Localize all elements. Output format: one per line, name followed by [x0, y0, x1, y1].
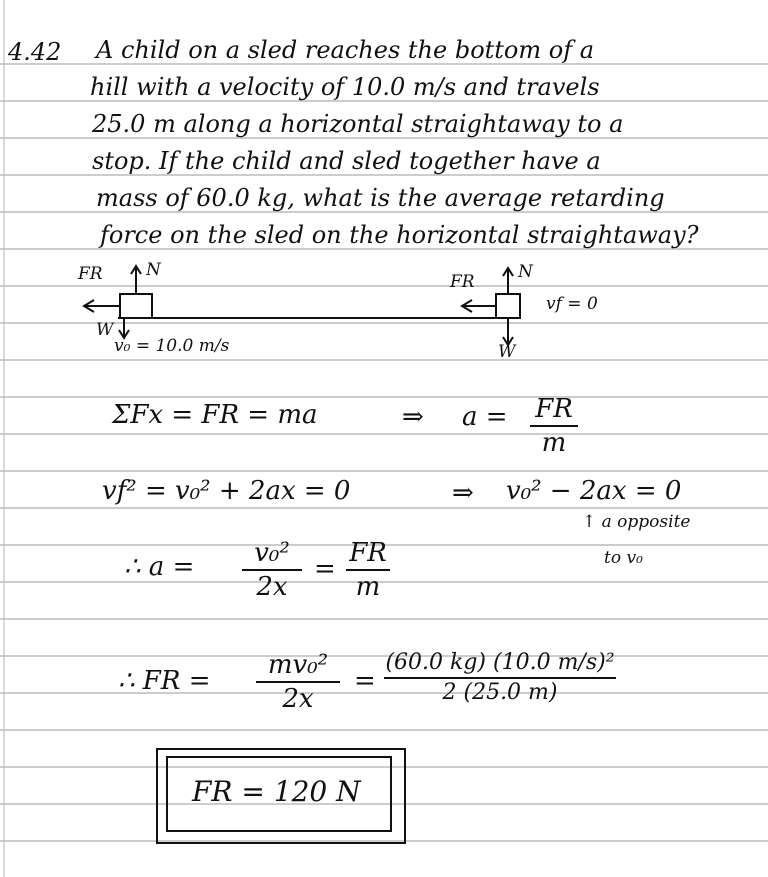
acceleration-expression: a = — [462, 402, 508, 432]
left-normal-label: N — [146, 260, 161, 280]
acceleration-fraction-top: FR — [535, 394, 573, 424]
problem-line-1: A child on a sled reaches the bottom of a — [96, 36, 595, 64]
equals-sign: = — [314, 554, 336, 584]
therefore-acceleration: ∴ a = — [124, 552, 195, 582]
numeric-numerator: (60.0 kg) (10.0 m/s)² — [385, 650, 615, 675]
acceleration-fraction — [530, 396, 578, 456]
m-v0-squared: mv₀² — [267, 650, 329, 680]
note-opposite: ↑ a opposite — [582, 512, 691, 532]
fraction-bar-f1 — [256, 681, 340, 683]
two-x: 2x — [256, 572, 288, 602]
force-numeric-fraction — [384, 652, 616, 704]
problem-line-6: force on the sled on the horizontal straightaway? — [100, 221, 699, 249]
acceleration-fraction-bottom: m — [541, 428, 567, 458]
initial-velocity-label: v₀ = 10.0 m/s — [114, 336, 230, 356]
right-normal-label: N — [518, 262, 533, 282]
right-weight-label: W — [498, 342, 516, 362]
right-friction-label: FR — [450, 272, 475, 292]
implies-arrow-2: ⇒ — [452, 478, 474, 508]
problem-line-2: hill with a velocity of 10.0 m/s and travels — [90, 73, 600, 101]
therefore-force: ∴ FR = — [118, 666, 211, 696]
numeric-denominator: 2 (25.0 m) — [442, 680, 558, 705]
fraction-bar-f2 — [384, 677, 616, 679]
newton-second-law: ΣFx = FR = ma — [112, 400, 318, 430]
mass-symbol: m — [355, 572, 381, 602]
left-friction-label: FR — [78, 264, 103, 284]
problem-line-5: mass of 60.0 kg, what is the average retarding — [96, 184, 665, 212]
friction-force-symbol: FR — [349, 538, 387, 568]
implies-arrow-1: ⇒ — [402, 402, 424, 432]
problem-number: 4.42 — [8, 38, 62, 66]
acceleration-force-fraction — [346, 540, 390, 600]
v0-squared: v₀² — [254, 538, 290, 568]
fraction-bar-a3 — [346, 569, 390, 571]
force-symbolic-fraction — [256, 652, 340, 712]
final-answer: FR = 120 N — [192, 775, 361, 808]
problem-line-4: stop. If the child and sled together have a — [92, 147, 601, 175]
kinematics-rearranged: v₀² − 2ax = 0 — [506, 476, 682, 506]
acceleration-kinematic-fraction — [242, 540, 302, 600]
fraction-bar-a2 — [242, 569, 302, 571]
left-weight-label: W — [96, 320, 114, 340]
equals-sign-2: = — [354, 666, 376, 696]
problem-line-3: 25.0 m along a horizontal straightaway to a — [92, 110, 624, 138]
right-sled-block — [496, 294, 520, 318]
final-velocity-label: vf = 0 — [546, 294, 598, 314]
two-x-denominator: 2x — [282, 684, 314, 714]
acceleration-fraction-bar — [530, 425, 578, 427]
left-sled-block — [120, 294, 152, 318]
note-to-v0: to v₀ — [604, 548, 643, 568]
kinematics-equation: vf² = v₀² + 2ax = 0 — [102, 476, 351, 506]
